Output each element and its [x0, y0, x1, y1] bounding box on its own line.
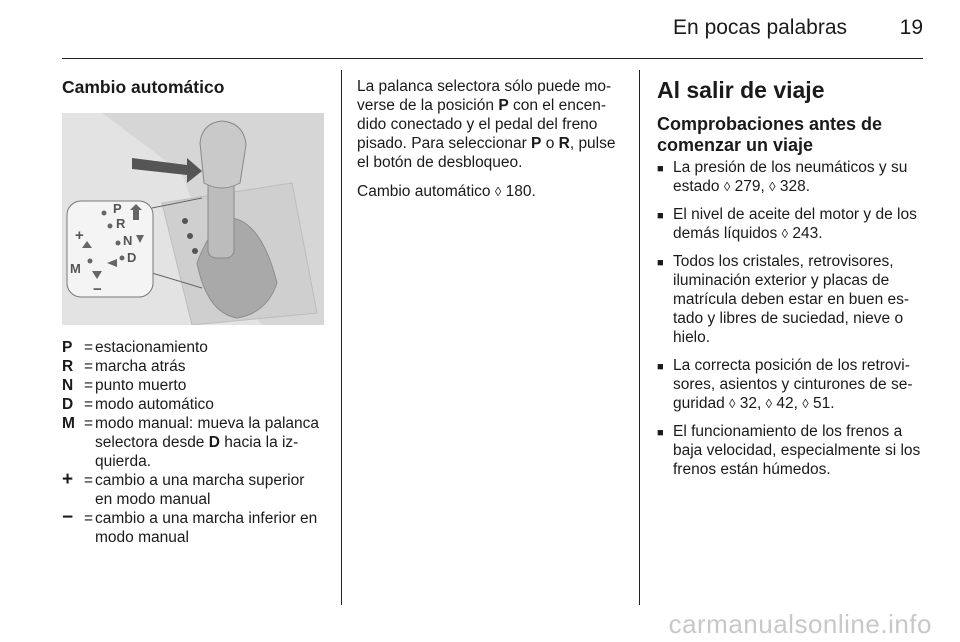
watermark[interactable]: carmanualsonline.info	[668, 609, 932, 639]
lever-paragraph	[357, 77, 623, 172]
legend-key: M	[62, 415, 75, 432]
item-text	[673, 356, 923, 413]
figure-label-m: M	[70, 261, 81, 276]
xref-arrow-icon: ◊	[723, 179, 731, 194]
list-item	[657, 356, 923, 413]
legend-row-m	[62, 414, 324, 471]
page-ref: 42,	[776, 395, 798, 412]
checklist	[657, 158, 923, 479]
bold-r: R	[558, 135, 570, 152]
page-ref: 51.	[813, 395, 835, 412]
legend-key: R	[62, 358, 74, 375]
figure-label-d: D	[127, 250, 137, 265]
column-automatic-transmission	[62, 77, 324, 547]
bullet-icon: ■	[657, 163, 664, 175]
legend-eq: =	[84, 510, 94, 527]
bold-p: P	[498, 97, 509, 114]
text-part: El nivel de aceite del motor y de los demás líquidos	[673, 206, 917, 242]
column-divider-1	[341, 70, 342, 605]
bullet-icon: ■	[657, 210, 664, 222]
list-item	[657, 158, 923, 196]
legend-text: modo automático	[95, 396, 214, 413]
legend-row-r	[62, 357, 324, 376]
xref-arrow-icon: ◊	[802, 396, 809, 411]
legend-eq: =	[84, 415, 94, 432]
legend-key: P	[62, 339, 73, 356]
page-ref: 328.	[779, 178, 811, 195]
item-text: El funcionamiento de los frenos a baja velocidad, especialmente si los frenos están húmedos.	[673, 423, 921, 478]
legend-eq: =	[84, 339, 94, 356]
legend-key: N	[62, 377, 74, 394]
legend-key: −	[62, 507, 74, 528]
running-header-title: En pocas palabras	[673, 16, 847, 39]
page-ref: 243.	[792, 225, 823, 242]
bold-p: P	[531, 135, 542, 152]
figure-label-p: P	[113, 201, 122, 216]
legend-key: +	[62, 469, 74, 490]
page-number: 19	[899, 16, 923, 39]
page-ref: 180.	[505, 183, 536, 200]
gear-legend	[62, 338, 324, 547]
legend-row-d	[62, 395, 324, 414]
list-item	[657, 422, 923, 479]
xref-arrow-icon: ◊	[769, 179, 776, 194]
legend-text-part: hacia la iz-quierda.	[95, 434, 299, 470]
legend-row-n	[62, 376, 324, 395]
item-text	[673, 205, 923, 243]
item-text: Todos los cristales, retrovisores, iluminación exterior y placas de matrícula deben estar en buen es-tado y libres de suciedad, nieve o hielo.	[673, 253, 910, 346]
legend-text: cambio a una marcha superior en modo manual	[95, 472, 305, 508]
section-title: Cambio automático	[62, 77, 225, 97]
column-before-trip	[657, 77, 923, 488]
legend-text: cambio a una marcha inferior en modo manual	[95, 510, 318, 546]
page-ref: 279,	[734, 178, 765, 195]
figure-label-n: N	[123, 233, 133, 248]
figure-label-r: R	[116, 216, 126, 231]
bullet-icon: ■	[657, 361, 664, 373]
legend-text: punto muerto	[95, 377, 187, 394]
text-part: o	[541, 135, 559, 152]
text-part: La correcta posición de los retrovi-sores, asientos y cinturones de se-guridad	[673, 357, 913, 412]
xref-arrow-icon: ◊	[765, 396, 773, 411]
list-item	[657, 205, 923, 243]
gear-selector-illustration	[62, 113, 324, 325]
legend-row-p	[62, 338, 324, 357]
legend-row-plus	[62, 471, 324, 509]
item-text	[673, 158, 923, 196]
bullet-icon: ■	[657, 427, 664, 439]
figure-label-plus: +	[75, 227, 84, 244]
heading-leaving: Al salir de viaje	[657, 77, 825, 103]
legend-eq: =	[84, 377, 94, 394]
legend-bold-d: D	[208, 434, 220, 451]
xref-arrow-icon: ◊	[729, 396, 736, 411]
legend-eq: =	[84, 358, 94, 375]
legend-eq: =	[84, 472, 94, 489]
xref-arrow-icon: ◊	[494, 184, 502, 199]
legend-text: estacionamiento	[95, 339, 208, 356]
text-part: con el encen-dido conectado y el pedal del freno pisado. Para seleccionar	[357, 97, 607, 152]
legend-text: marcha atrás	[95, 358, 186, 375]
cross-reference-paragraph	[357, 182, 623, 201]
text-part: , pulse el botón de desbloqueo.	[357, 135, 616, 171]
column-lever-note	[357, 77, 623, 211]
column-divider-2	[639, 70, 640, 605]
legend-eq: =	[84, 396, 94, 413]
text-part: Cambio automático	[357, 183, 491, 200]
figure-label-minus: −	[93, 281, 102, 298]
header-rule	[62, 58, 923, 59]
list-item	[657, 252, 923, 347]
text-part: La presión de los neumáticos y su estado	[673, 159, 908, 195]
heading-checks: Comprobaciones antes de comenzar un viaje	[657, 114, 883, 155]
text-part: La palanca selectora sólo puede mo-verse de la posición	[357, 78, 612, 114]
legend-text-part: modo manual: mueva la palanca selectora desde	[95, 415, 320, 451]
bullet-icon: ■	[657, 257, 664, 269]
xref-arrow-icon: ◊	[781, 226, 789, 241]
page-ref: 32,	[739, 395, 762, 412]
legend-row-minus	[62, 509, 324, 547]
legend-key: D	[62, 396, 74, 413]
legend-text	[95, 414, 324, 471]
